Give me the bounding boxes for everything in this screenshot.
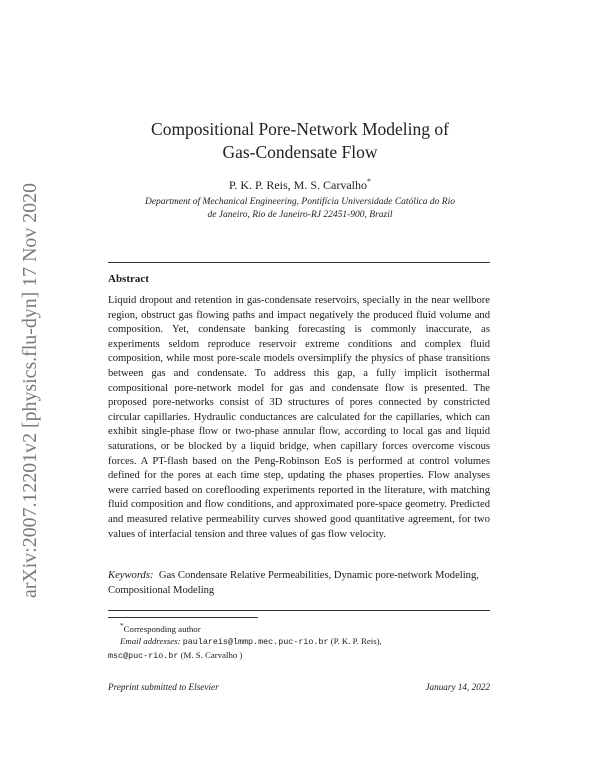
abstract-heading: Abstract [108,273,149,285]
abstract-bottom-rule [108,610,490,611]
paper-title [110,118,490,164]
email-1[interactable]: paulareis@lmmp.mec.puc-rio.br [182,637,329,648]
footer-date: January 14, 2022 [425,682,490,692]
title-line-1: Compositional Pore-Network Modeling of [151,119,449,139]
affiliation: Department of Mechanical Engineering, Pontifícia Universidade Católica do Rio de Janeiro, Rio de Janeiro-RJ 22451-900, Brazil [144,197,455,220]
author-marker: * [367,177,372,186]
page-footer [108,682,490,692]
keywords-text: Gas Condensate Relative Permeabilities, Dynamic pore-network Modeling, Compositional Modeling [108,570,479,596]
arxiv-stamp [6,180,50,600]
email-2-name: (M. S. Carvalho ) [180,649,243,660]
email-2[interactable]: msc@puc-rio.br [108,650,179,661]
keywords-label: Keywords: [108,570,154,581]
email-1-name: (P. K. P. Reis), [330,636,382,647]
footnote-marker: * [120,621,124,630]
title-line-2: Gas-Condensate Flow [222,142,378,162]
footer-preprint: Preprint submitted to Elsevier [108,682,219,692]
arxiv-id-text: arXiv:2007.12201v2 [physics.flu-dyn] 17 Nov 2020 [19,180,41,598]
footnote-email-2 [108,649,490,663]
footnote-emails [108,635,490,649]
email-label: Email addresses: [120,636,181,647]
corresponding-author-label: Corresponding author [123,623,201,634]
footnotes [108,620,490,662]
abstract-text: Liquid dropout and retention in gas-condensate reservoirs, specially in the near wellbore region, obstruct gas flowing paths and impact negatively the produced fluid volume and composition. Yet, condensate banking forecasting is commonly inaccurate, as experiments seldom reproduce reservoir extreme conditions and complex fluid composition, while most pore-scale models oversimplify the physics of phase transitions between gas and condensate. To address this gap, a fully implicit isothermal compositional pore-network model for gas and condensate flow is presented. The proposed pore-networks consist of 3D structures of pores connected by constricted circular capillaries. Hydraulic conductances are calculated for the capillaries, which can exhibit single-phase flow or two-phase annular flow, according to local gas and liquid saturations, or be blocked by a liquid bridge, when capillary forces overcome viscous forces. A PT-flash based on the Peng-Robinson EoS is performed at control volumes defined for the pores at each time step, updating the phases properties. Flow analyses were carried based on coreflooding experiments reported in the literature, with matching fluid composition and flow conditions, and approximated pore-space geometry. Predicted and measured relative permeability curves showed good quantitative agreement, for two values of interfacial tension and three values of gas flow velocity. [108,295,490,540]
keywords [108,569,490,598]
authors [110,177,490,193]
abstract-top-rule [108,262,490,263]
footnote-rule [108,617,258,618]
author-names: P. K. P. Reis, M. S. Carvalho [228,178,368,192]
footnote-corresponding [108,620,490,635]
